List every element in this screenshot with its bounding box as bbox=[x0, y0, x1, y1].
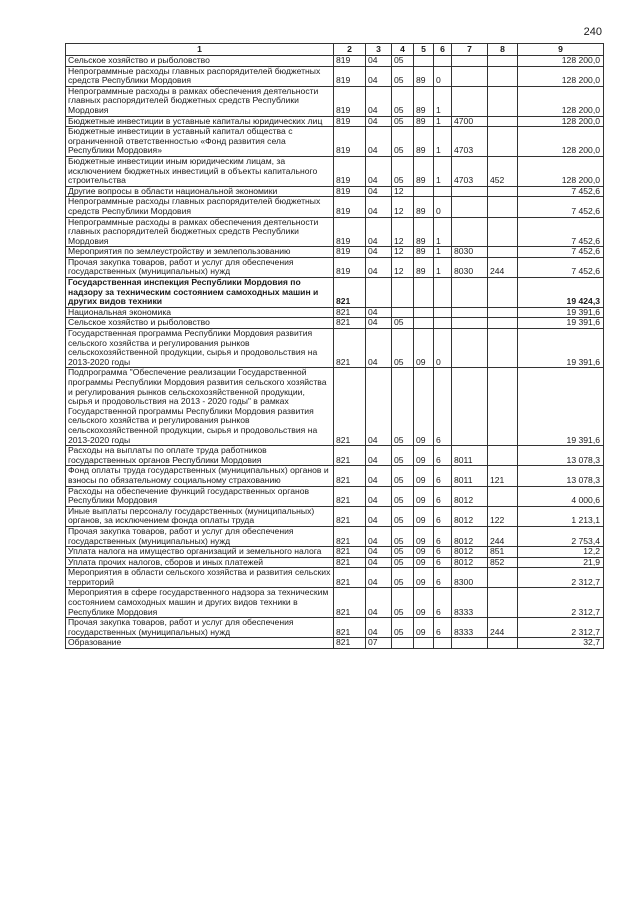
program-code: 09 bbox=[414, 557, 434, 568]
article-code bbox=[452, 278, 488, 308]
col-header: 7 bbox=[452, 44, 488, 56]
subprogram-code: 6 bbox=[434, 526, 452, 546]
table-row bbox=[66, 116, 604, 127]
program-code: 89 bbox=[414, 116, 434, 127]
row-amount: 128 200,0 bbox=[518, 127, 604, 157]
program-code: 89 bbox=[414, 197, 434, 217]
table-row bbox=[66, 486, 604, 506]
section-code: 04 bbox=[366, 486, 392, 506]
program-code: 09 bbox=[414, 618, 434, 638]
row-amount: 1 213,1 bbox=[518, 506, 604, 526]
subsection-code: 05 bbox=[392, 568, 414, 588]
program-code bbox=[414, 638, 434, 649]
section-code: 04 bbox=[366, 127, 392, 157]
expense-type-code: 244 bbox=[488, 257, 518, 277]
subsection-code: 05 bbox=[392, 547, 414, 558]
subsection-code: 05 bbox=[392, 486, 414, 506]
admin-code: 819 bbox=[334, 247, 366, 258]
expense-type-code bbox=[488, 318, 518, 329]
table-row bbox=[66, 506, 604, 526]
subprogram-code: 6 bbox=[434, 466, 452, 486]
program-code: 89 bbox=[414, 247, 434, 258]
subprogram-code bbox=[434, 56, 452, 67]
page-number: 240 bbox=[583, 26, 602, 38]
subsection-code: 05 bbox=[392, 446, 414, 466]
table-row bbox=[66, 568, 604, 588]
admin-code: 819 bbox=[334, 56, 366, 67]
expense-type-code bbox=[488, 278, 518, 308]
expense-type-code bbox=[488, 116, 518, 127]
subsection-code: 12 bbox=[392, 186, 414, 197]
expense-type-code bbox=[488, 56, 518, 67]
col-header: 9 bbox=[518, 44, 604, 56]
row-name: Непрограммные расходы главных распорядителей бюджетных средств Республики Мордовия bbox=[66, 66, 334, 86]
row-name: Бюджетные инвестиции в уставные капиталы юридических лиц bbox=[66, 116, 334, 127]
article-code: 8011 bbox=[452, 446, 488, 466]
program-code bbox=[414, 307, 434, 318]
row-name: Прочая закупка товаров, работ и услуг для обеспечения государственных (муниципальных) нужд bbox=[66, 618, 334, 638]
row-name: Уплата прочих налогов, сборов и иных платежей bbox=[66, 557, 334, 568]
section-code: 04 bbox=[366, 186, 392, 197]
program-code: 09 bbox=[414, 547, 434, 558]
section-code: 04 bbox=[366, 368, 392, 446]
table-row bbox=[66, 547, 604, 558]
subsection-code: 05 bbox=[392, 56, 414, 67]
admin-code: 821 bbox=[334, 547, 366, 558]
row-name: Другие вопросы в области национальной экономики bbox=[66, 186, 334, 197]
admin-code: 821 bbox=[334, 318, 366, 329]
program-code: 09 bbox=[414, 368, 434, 446]
article-code: 4703 bbox=[452, 156, 488, 186]
row-name: Бюджетные инвестиции иным юридическим лицам, за исключением бюджетных инвестиций в объекты капитального строительства bbox=[66, 156, 334, 186]
admin-code: 821 bbox=[334, 368, 366, 446]
table-row bbox=[66, 557, 604, 568]
admin-code: 819 bbox=[334, 197, 366, 217]
subsection-code: 05 bbox=[392, 156, 414, 186]
section-code: 04 bbox=[366, 318, 392, 329]
subprogram-code: 0 bbox=[434, 197, 452, 217]
row-name: Иные выплаты персоналу государственных (муниципальных) органов, за исключением фонда оплаты труда bbox=[66, 506, 334, 526]
row-amount: 21,9 bbox=[518, 557, 604, 568]
expense-type-code bbox=[488, 329, 518, 368]
row-amount: 128 200,0 bbox=[518, 56, 604, 67]
table-row bbox=[66, 318, 604, 329]
subprogram-code bbox=[434, 638, 452, 649]
table-body bbox=[66, 56, 604, 649]
program-code bbox=[414, 318, 434, 329]
program-code: 89 bbox=[414, 156, 434, 186]
admin-code: 821 bbox=[334, 486, 366, 506]
table-row bbox=[66, 197, 604, 217]
article-code: 8012 bbox=[452, 557, 488, 568]
admin-code: 821 bbox=[334, 307, 366, 318]
row-amount: 7 452,6 bbox=[518, 197, 604, 217]
row-name: Мероприятия по землеустройству и землепользованию bbox=[66, 247, 334, 258]
row-name: Подпрограмма "Обеспечение реализации Государственной программы Республики Мордовия развития сельского хозяйства и регулирования рынков сельскохозяйственной продукции, сырья и продовольствия на 2013 - 2020 годы" в рамках Государственной программы Республики Мордовия развития сельского хозяйства и регулирования рынков сельскохозяйственной продукции, сырья и продовольствия на 2013-2020 годы bbox=[66, 368, 334, 446]
section-code: 04 bbox=[366, 257, 392, 277]
section-code: 04 bbox=[366, 506, 392, 526]
program-code bbox=[414, 56, 434, 67]
program-code: 09 bbox=[414, 466, 434, 486]
col-header: 6 bbox=[434, 44, 452, 56]
row-amount: 12,2 bbox=[518, 547, 604, 558]
program-code: 09 bbox=[414, 506, 434, 526]
program-code: 89 bbox=[414, 257, 434, 277]
section-code: 04 bbox=[366, 526, 392, 546]
program-code: 89 bbox=[414, 127, 434, 157]
section-code: 04 bbox=[366, 217, 392, 247]
expense-type-code: 244 bbox=[488, 618, 518, 638]
row-name: Образование bbox=[66, 638, 334, 649]
row-name: Бюджетные инвестиции в уставный капитал общества с ограниченной ответственностью «Фонд развития села Республики Мордовия» bbox=[66, 127, 334, 157]
expense-type-code bbox=[488, 638, 518, 649]
row-amount: 2 312,7 bbox=[518, 588, 604, 618]
expense-type-code: 121 bbox=[488, 466, 518, 486]
admin-code: 821 bbox=[334, 446, 366, 466]
article-code bbox=[452, 217, 488, 247]
col-header: 4 bbox=[392, 44, 414, 56]
program-code: 09 bbox=[414, 486, 434, 506]
row-amount: 7 452,6 bbox=[518, 257, 604, 277]
subsection-code: 05 bbox=[392, 557, 414, 568]
subsection-code bbox=[392, 278, 414, 308]
subsection-code: 12 bbox=[392, 257, 414, 277]
subsection-code: 05 bbox=[392, 66, 414, 86]
admin-code: 821 bbox=[334, 638, 366, 649]
row-amount: 128 200,0 bbox=[518, 66, 604, 86]
section-code: 04 bbox=[366, 116, 392, 127]
expense-type-code: 244 bbox=[488, 526, 518, 546]
article-code bbox=[452, 318, 488, 329]
subprogram-code: 6 bbox=[434, 506, 452, 526]
subsection-code bbox=[392, 638, 414, 649]
section-code: 04 bbox=[366, 66, 392, 86]
subprogram-code: 1 bbox=[434, 217, 452, 247]
col-header: 5 bbox=[414, 44, 434, 56]
row-name: Непрограммные расходы в рамках обеспечения деятельности главных распорядителей бюджетных средств Республики Мордовия bbox=[66, 217, 334, 247]
col-header: 8 bbox=[488, 44, 518, 56]
expense-type-code bbox=[488, 486, 518, 506]
subsection-code: 05 bbox=[392, 368, 414, 446]
row-name: Прочая закупка товаров, работ и услуг для обеспечения государственных (муниципальных) нужд bbox=[66, 257, 334, 277]
program-code: 09 bbox=[414, 526, 434, 546]
expense-type-code bbox=[488, 588, 518, 618]
subprogram-code: 1 bbox=[434, 156, 452, 186]
subprogram-code: 0 bbox=[434, 329, 452, 368]
section-code: 04 bbox=[366, 156, 392, 186]
subsection-code: 12 bbox=[392, 197, 414, 217]
article-code bbox=[452, 638, 488, 649]
expense-type-code bbox=[488, 446, 518, 466]
subprogram-code bbox=[434, 278, 452, 308]
article-code bbox=[452, 329, 488, 368]
article-code: 8012 bbox=[452, 506, 488, 526]
row-name: Сельское хозяйство и рыболовство bbox=[66, 318, 334, 329]
expense-type-code: 452 bbox=[488, 156, 518, 186]
subprogram-code: 6 bbox=[434, 547, 452, 558]
row-name: Фонд оплаты труда государственных (муниципальных) органов и взносы по обязательному социальному страхованию bbox=[66, 466, 334, 486]
subsection-code: 05 bbox=[392, 588, 414, 618]
table-row bbox=[66, 186, 604, 197]
row-amount: 7 452,6 bbox=[518, 247, 604, 258]
row-name: Непрограммные расходы главных распорядителей бюджетных средств Республики Мордовия bbox=[66, 197, 334, 217]
row-amount: 2 753,4 bbox=[518, 526, 604, 546]
subprogram-code bbox=[434, 307, 452, 318]
expense-type-code bbox=[488, 307, 518, 318]
table-row bbox=[66, 278, 604, 308]
program-code bbox=[414, 186, 434, 197]
expense-type-code bbox=[488, 186, 518, 197]
row-name: Мероприятия в области сельского хозяйства и развития сельских территорий bbox=[66, 568, 334, 588]
program-code: 09 bbox=[414, 568, 434, 588]
article-code: 8011 bbox=[452, 466, 488, 486]
row-name: Сельское хозяйство и рыболовство bbox=[66, 56, 334, 67]
row-name: Мероприятия в сфере государственного надзора за техническим состоянием самоходных машин и других видов техники в Республике Мордовия bbox=[66, 588, 334, 618]
row-name: Прочая закупка товаров, работ и услуг для обеспечения государственных (муниципальных) нужд bbox=[66, 526, 334, 546]
subprogram-code: 6 bbox=[434, 618, 452, 638]
subsection-code: 12 bbox=[392, 247, 414, 258]
subsection-code bbox=[392, 307, 414, 318]
section-code: 04 bbox=[366, 466, 392, 486]
table-row bbox=[66, 368, 604, 446]
program-code: 09 bbox=[414, 446, 434, 466]
admin-code: 821 bbox=[334, 278, 366, 308]
subprogram-code: 1 bbox=[434, 127, 452, 157]
admin-code: 821 bbox=[334, 588, 366, 618]
col-header: 3 bbox=[366, 44, 392, 56]
admin-code: 821 bbox=[334, 526, 366, 546]
article-code: 8012 bbox=[452, 486, 488, 506]
article-code bbox=[452, 186, 488, 197]
row-amount: 19 391,6 bbox=[518, 368, 604, 446]
table-row bbox=[66, 156, 604, 186]
article-code: 8333 bbox=[452, 618, 488, 638]
section-code: 04 bbox=[366, 557, 392, 568]
row-amount: 128 200,0 bbox=[518, 116, 604, 127]
row-name: Непрограммные расходы в рамках обеспечения деятельности главных распорядителей бюджетных средств Республики Мордовия bbox=[66, 86, 334, 116]
row-amount: 7 452,6 bbox=[518, 186, 604, 197]
section-code: 07 bbox=[366, 638, 392, 649]
row-amount: 13 078,3 bbox=[518, 466, 604, 486]
table-row bbox=[66, 446, 604, 466]
subprogram-code: 6 bbox=[434, 446, 452, 466]
expense-type-code bbox=[488, 197, 518, 217]
expense-type-code: 852 bbox=[488, 557, 518, 568]
article-code: 8300 bbox=[452, 568, 488, 588]
row-amount: 4 000,6 bbox=[518, 486, 604, 506]
expense-type-code: 851 bbox=[488, 547, 518, 558]
article-code bbox=[452, 66, 488, 86]
expense-type-code bbox=[488, 66, 518, 86]
program-code: 89 bbox=[414, 86, 434, 116]
article-code: 4703 bbox=[452, 127, 488, 157]
admin-code: 821 bbox=[334, 618, 366, 638]
row-amount: 19 424,3 bbox=[518, 278, 604, 308]
program-code bbox=[414, 278, 434, 308]
article-code: 8030 bbox=[452, 257, 488, 277]
row-name: Расходы на выплаты по оплате труда работников государственных органов Республики Мордовия bbox=[66, 446, 334, 466]
table-row bbox=[66, 127, 604, 157]
program-code: 89 bbox=[414, 217, 434, 247]
program-code: 09 bbox=[414, 588, 434, 618]
subprogram-code: 6 bbox=[434, 568, 452, 588]
row-amount: 128 200,0 bbox=[518, 86, 604, 116]
admin-code: 821 bbox=[334, 466, 366, 486]
subprogram-code: 1 bbox=[434, 116, 452, 127]
article-code bbox=[452, 368, 488, 446]
table-row bbox=[66, 307, 604, 318]
article-code: 8012 bbox=[452, 547, 488, 558]
subprogram-code: 1 bbox=[434, 247, 452, 258]
section-code bbox=[366, 278, 392, 308]
article-code bbox=[452, 197, 488, 217]
section-code: 04 bbox=[366, 568, 392, 588]
subsection-code: 05 bbox=[392, 127, 414, 157]
expense-type-code bbox=[488, 86, 518, 116]
subprogram-code: 6 bbox=[434, 486, 452, 506]
row-amount: 19 391,6 bbox=[518, 318, 604, 329]
section-code: 04 bbox=[366, 446, 392, 466]
row-amount: 2 312,7 bbox=[518, 618, 604, 638]
subprogram-code: 6 bbox=[434, 588, 452, 618]
expense-type-code bbox=[488, 247, 518, 258]
program-code: 09 bbox=[414, 329, 434, 368]
admin-code: 819 bbox=[334, 257, 366, 277]
article-code: 8012 bbox=[452, 526, 488, 546]
admin-code: 819 bbox=[334, 217, 366, 247]
section-code: 04 bbox=[366, 547, 392, 558]
row-amount: 7 452,6 bbox=[518, 217, 604, 247]
section-code: 04 bbox=[366, 86, 392, 116]
admin-code: 819 bbox=[334, 186, 366, 197]
subprogram-code: 6 bbox=[434, 368, 452, 446]
subprogram-code: 1 bbox=[434, 257, 452, 277]
expense-type-code: 122 bbox=[488, 506, 518, 526]
row-name: Уплата налога на имущество организаций и земельного налога bbox=[66, 547, 334, 558]
admin-code: 819 bbox=[334, 116, 366, 127]
budget-table bbox=[65, 43, 604, 649]
subprogram-code: 1 bbox=[434, 86, 452, 116]
row-amount: 19 391,6 bbox=[518, 307, 604, 318]
subsection-code: 05 bbox=[392, 466, 414, 486]
table-row bbox=[66, 86, 604, 116]
admin-code: 819 bbox=[334, 86, 366, 116]
article-code bbox=[452, 86, 488, 116]
row-amount: 128 200,0 bbox=[518, 156, 604, 186]
article-code: 4700 bbox=[452, 116, 488, 127]
section-code: 04 bbox=[366, 588, 392, 618]
section-code: 04 bbox=[366, 307, 392, 318]
table-row bbox=[66, 588, 604, 618]
subsection-code: 05 bbox=[392, 506, 414, 526]
table-row bbox=[66, 466, 604, 486]
row-amount: 13 078,3 bbox=[518, 446, 604, 466]
subsection-code: 05 bbox=[392, 86, 414, 116]
article-code: 8333 bbox=[452, 588, 488, 618]
col-header: 1 bbox=[66, 44, 334, 56]
article-code bbox=[452, 307, 488, 318]
article-code: 8030 bbox=[452, 247, 488, 258]
subsection-code: 12 bbox=[392, 217, 414, 247]
admin-code: 819 bbox=[334, 127, 366, 157]
admin-code: 821 bbox=[334, 329, 366, 368]
section-code: 04 bbox=[366, 618, 392, 638]
table-row bbox=[66, 66, 604, 86]
subprogram-code: 0 bbox=[434, 66, 452, 86]
subprogram-code bbox=[434, 186, 452, 197]
table-row bbox=[66, 247, 604, 258]
table-row bbox=[66, 526, 604, 546]
row-name: Государственная инспекция Республики Мордовия по надзору за техническим состоянием самоходных машин и других видов техники bbox=[66, 278, 334, 308]
subsection-code: 05 bbox=[392, 329, 414, 368]
expense-type-code bbox=[488, 127, 518, 157]
subsection-code: 05 bbox=[392, 318, 414, 329]
row-amount: 19 391,6 bbox=[518, 329, 604, 368]
article-code bbox=[452, 56, 488, 67]
table-row bbox=[66, 257, 604, 277]
col-header: 2 bbox=[334, 44, 366, 56]
expense-type-code bbox=[488, 568, 518, 588]
table-row bbox=[66, 329, 604, 368]
subprogram-code: 6 bbox=[434, 557, 452, 568]
row-name: Государственная программа Республики Мордовия развития сельского хозяйства и регулирования рынков сельскохозяйственной продукции, сырья и продовольствия на 2013-2020 годы bbox=[66, 329, 334, 368]
subsection-code: 05 bbox=[392, 116, 414, 127]
section-code: 04 bbox=[366, 247, 392, 258]
admin-code: 821 bbox=[334, 506, 366, 526]
subprogram-code bbox=[434, 318, 452, 329]
admin-code: 821 bbox=[334, 568, 366, 588]
header-row bbox=[66, 44, 604, 56]
section-code: 04 bbox=[366, 197, 392, 217]
admin-code: 819 bbox=[334, 156, 366, 186]
table-row bbox=[66, 56, 604, 67]
row-name: Расходы на обеспечение функций государственных органов Республики Мордовия bbox=[66, 486, 334, 506]
program-code: 89 bbox=[414, 66, 434, 86]
row-amount: 2 312,7 bbox=[518, 568, 604, 588]
row-amount: 32,7 bbox=[518, 638, 604, 649]
subsection-code: 05 bbox=[392, 618, 414, 638]
table-row bbox=[66, 618, 604, 638]
expense-type-code bbox=[488, 217, 518, 247]
row-name: Национальная экономика bbox=[66, 307, 334, 318]
subsection-code: 05 bbox=[392, 526, 414, 546]
section-code: 04 bbox=[366, 56, 392, 67]
admin-code: 821 bbox=[334, 557, 366, 568]
table-row bbox=[66, 217, 604, 247]
section-code: 04 bbox=[366, 329, 392, 368]
expense-type-code bbox=[488, 368, 518, 446]
table-row bbox=[66, 638, 604, 649]
admin-code: 819 bbox=[334, 66, 366, 86]
